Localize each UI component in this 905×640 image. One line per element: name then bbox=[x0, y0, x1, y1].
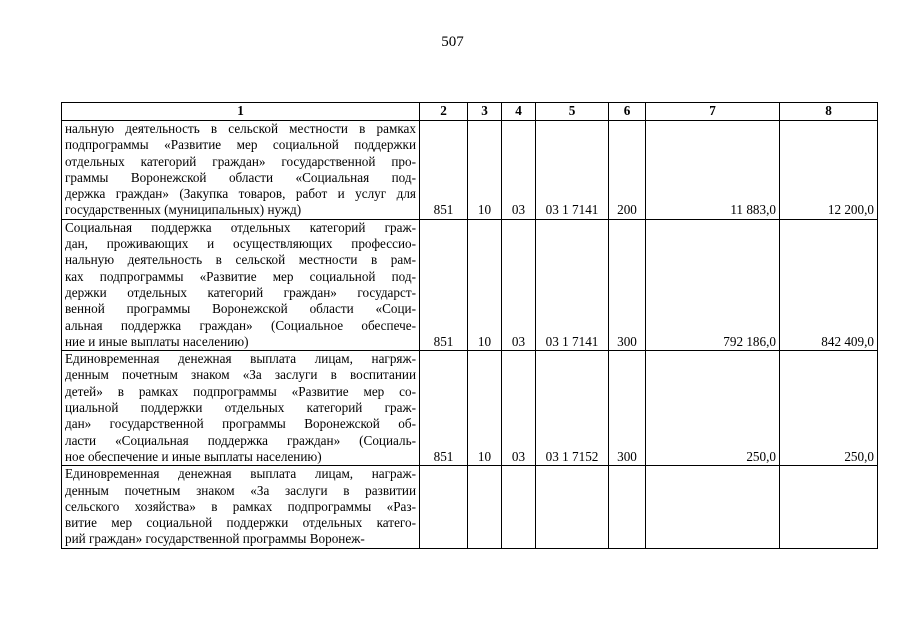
target-article-code bbox=[536, 466, 609, 548]
header-col-2: 2 bbox=[420, 103, 468, 121]
expense-type-code: 200 bbox=[609, 121, 646, 220]
description-line: Единовременная денежная выплата лицам, нагряж- bbox=[65, 351, 416, 367]
amount-year-1: 250,0 bbox=[646, 351, 780, 466]
header-col-6: 6 bbox=[609, 103, 646, 121]
description-line: держка граждан» (Закупка товаров, работ и услуг для bbox=[65, 186, 416, 202]
header-col-7: 7 bbox=[646, 103, 780, 121]
description-line: нальную деятельность в сельской местности в рам- bbox=[65, 252, 416, 268]
table-row bbox=[62, 351, 878, 466]
description-line: сельского хозяйства» в рамках подпрограммы «Раз- bbox=[65, 498, 416, 514]
grbs-code: 851 bbox=[420, 219, 468, 350]
description-line: отдельных категорий граждан» государственной про- bbox=[65, 153, 416, 169]
description-line: держки отдельных категорий граждан» государст- bbox=[65, 284, 416, 300]
description-line: детей» в рамках подпрограммы «Развитие мер со- bbox=[65, 383, 416, 399]
target-article-code: 03 1 7141 bbox=[536, 219, 609, 350]
row-description bbox=[62, 351, 420, 466]
amount-year-1: 11 883,0 bbox=[646, 121, 780, 220]
row-description bbox=[62, 121, 420, 220]
description-line: венной программы Воронежской области «Соци- bbox=[65, 301, 416, 317]
grbs-code: 851 bbox=[420, 121, 468, 220]
amount-year-2: 250,0 bbox=[780, 351, 878, 466]
header-col-8: 8 bbox=[780, 103, 878, 121]
subsection-code bbox=[502, 466, 536, 548]
amount-year-1 bbox=[646, 466, 780, 548]
subsection-code: 03 bbox=[502, 351, 536, 466]
expense-type-code: 300 bbox=[609, 351, 646, 466]
subsection-code: 03 bbox=[502, 219, 536, 350]
grbs-code bbox=[420, 466, 468, 548]
section-code: 10 bbox=[468, 351, 502, 466]
header-col-1: 1 bbox=[62, 103, 420, 121]
table-row bbox=[62, 219, 878, 350]
header-row bbox=[62, 103, 878, 121]
section-code bbox=[468, 466, 502, 548]
target-article-code: 03 1 7141 bbox=[536, 121, 609, 220]
description-line: денным почетным знаком «За заслуги в развитии bbox=[65, 482, 416, 498]
amount-year-2: 12 200,0 bbox=[780, 121, 878, 220]
row-description bbox=[62, 219, 420, 350]
description-line: дан, проживающих и осуществляющих профессио- bbox=[65, 236, 416, 252]
description-line: нальную деятельность в сельской местности в рамках bbox=[65, 121, 416, 136]
description-line: альная поддержка граждан» (Социальное обеспече- bbox=[65, 317, 416, 333]
description-line: государственных (муниципальных) нужд) bbox=[65, 202, 302, 218]
subsection-code: 03 bbox=[502, 121, 536, 220]
description-line: ное обеспечение и иные выплаты населению) bbox=[65, 448, 322, 464]
table-row bbox=[62, 121, 878, 220]
row-description bbox=[62, 466, 420, 548]
amount-year-1: 792 186,0 bbox=[646, 219, 780, 350]
amount-year-2: 842 409,0 bbox=[780, 219, 878, 350]
description-line: циальной поддержки отдельных категорий граж- bbox=[65, 400, 416, 416]
description-line: ках подпрограммы «Развитие мер социальной под- bbox=[65, 268, 416, 284]
amount-year-2 bbox=[780, 466, 878, 548]
description-line: витие мер социальной поддержки отдельных катего- bbox=[65, 515, 416, 531]
description-line: ние и иные выплаты населению) bbox=[65, 333, 249, 349]
grbs-code: 851 bbox=[420, 351, 468, 466]
header-col-3: 3 bbox=[468, 103, 502, 121]
description-line: денным почетным знаком «За заслуги в воспитании bbox=[65, 367, 416, 383]
description-line: дан» государственной программы Воронежской об- bbox=[65, 416, 416, 432]
description-line: подпрограммы «Развитие мер социальной поддержки bbox=[65, 137, 416, 153]
description-line: Социальная поддержка отдельных категорий граж- bbox=[65, 219, 416, 235]
description-line: ласти «Социальная поддержка граждан» (Социаль- bbox=[65, 432, 416, 448]
section-code: 10 bbox=[468, 219, 502, 350]
page-number: 507 bbox=[441, 34, 464, 50]
expense-type-code: 300 bbox=[609, 219, 646, 350]
section-code: 10 bbox=[468, 121, 502, 220]
table-row bbox=[62, 466, 878, 548]
budget-table bbox=[61, 102, 878, 549]
header-col-5: 5 bbox=[536, 103, 609, 121]
header-col-4: 4 bbox=[502, 103, 536, 121]
expense-type-code bbox=[609, 466, 646, 548]
description-line: граммы Воронежской области «Социальная под- bbox=[65, 169, 416, 185]
description-line: Единовременная денежная выплата лицам, награж- bbox=[65, 466, 416, 482]
target-article-code: 03 1 7152 bbox=[536, 351, 609, 466]
description-line: рий граждан» государственной программы Воронеж- bbox=[65, 531, 365, 547]
